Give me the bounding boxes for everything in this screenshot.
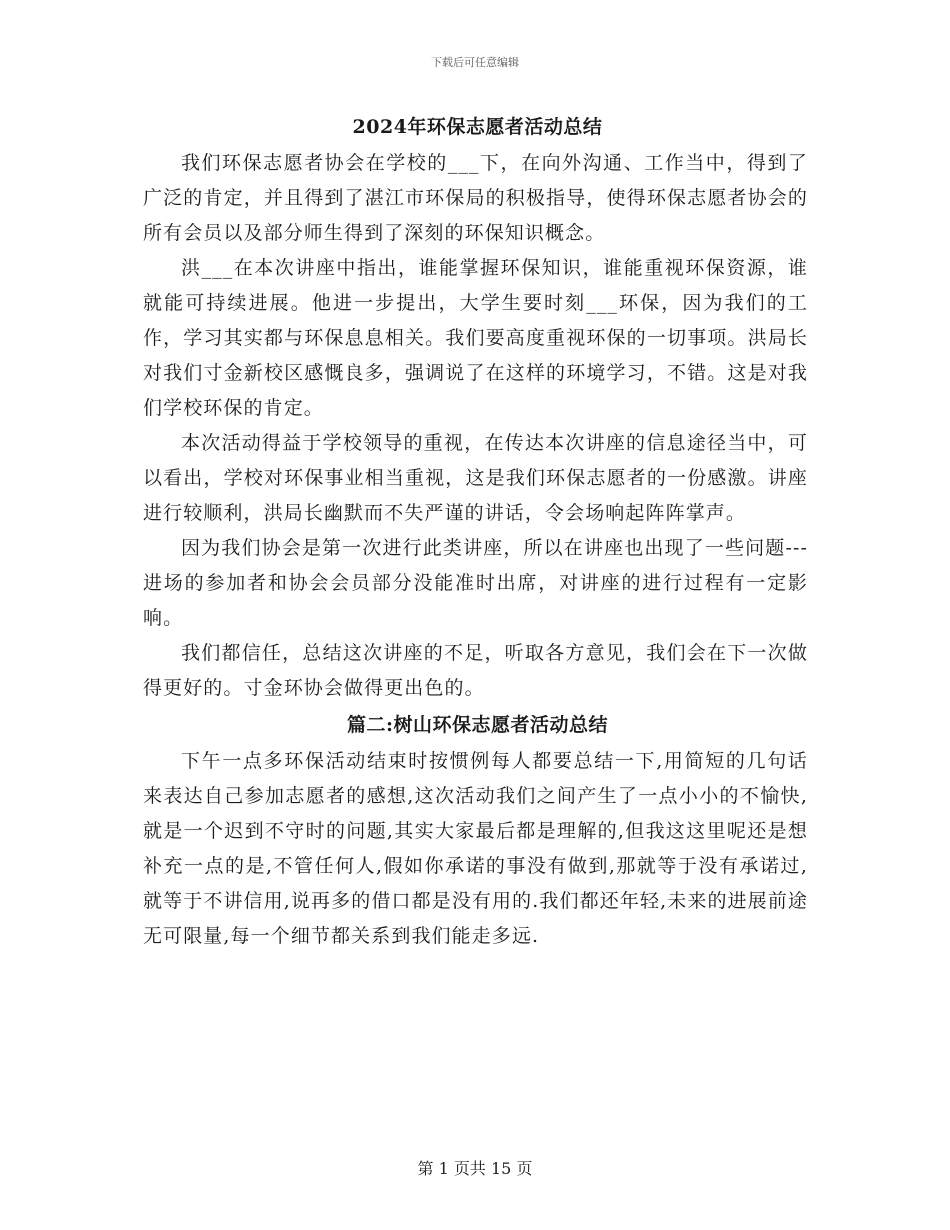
paragraph: 洪___在本次讲座中指出，谁能掌握环保知识，谁能重视环保资源，谁就能可持续进展。他进一步提出，大学生要时刻___环保，因为我们的工作，学习其实都与环保息息相关。我们要高度重视环保的一切事项。洪局长对我们寸金新校区感慨良多，强调说了在这样的环境学习，不错。这是对我们学校环保的肯定。 xyxy=(143,257,808,419)
paragraph: 下午一点多环保活动结束时按惯例每人都要总结一下,用简短的几句话来表达自己参加志愿者的感想,这次活动我们之间产生了一点小小的不愉快,就是一个迟到不守时的问题,其实大家最后都是理解的,但我这这里呢还是想补充一点的是,不管任何人,假如你承诺的事没有做到,那就等于没有承诺过,就等于不讲信用,说再多的借口都是没有用的.我们都还年轻,未来的进展前途无可限量,每一个细节都关系到我们能走多远. xyxy=(143,750,808,947)
document-body xyxy=(143,108,808,954)
paragraph: 因为我们协会是第一次进行此类讲座，所以在讲座也出现了一些问题---进场的参加者和协会会员部分没能准时出席，对讲座的进行过程有一定影响。 xyxy=(143,537,808,629)
article-title-1: 2024年环保志愿者活动总结 xyxy=(352,116,603,138)
paragraph: 我们环保志愿者协会在学校的___下，在向外沟通、工作当中，得到了广泛的肯定，并且得到了湛江市环保局的积极指导，使得环保志愿者协会的所有会员以及部分师生得到了深刻的环保知识概念。 xyxy=(143,152,808,244)
paragraph: 我们都信任，总结这次讲座的不足，听取各方意见，我们会在下一次做得更好的。寸金环协会做得更出色的。 xyxy=(143,642,808,699)
article-title-2: 篇二:树山环保志愿者活动总结 xyxy=(346,714,608,736)
page-number: 第 1 页共 15 页 xyxy=(417,1159,533,1178)
header-note: 下载后可任意编辑 xyxy=(431,56,519,69)
paragraph: 本次活动得益于学校领导的重视，在传达本次讲座的信息途径当中，可以看出，学校对环保事业相当重视，这是我们环保志愿者的一份感激。讲座进行较顺利，洪局长幽默而不失严谨的讲话，令会场响起阵阵掌声。 xyxy=(143,432,808,524)
